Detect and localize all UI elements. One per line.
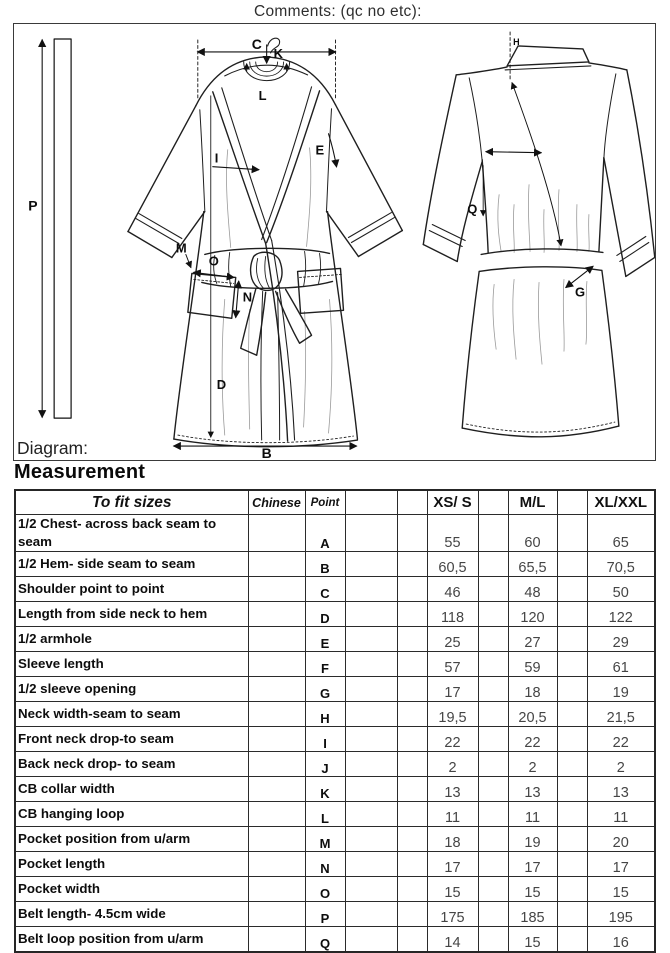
empty-cell: [397, 576, 427, 601]
chinese-cell: [248, 676, 305, 701]
table-row: [15, 751, 655, 776]
empty-cell: [557, 801, 587, 826]
empty-cell: [557, 551, 587, 576]
label-d: D: [216, 377, 227, 393]
point-letter-cell: F: [305, 651, 345, 676]
table-row: [15, 801, 655, 826]
chinese-cell: [248, 576, 305, 601]
empty-cell: [478, 851, 508, 876]
empty-cell: [557, 901, 587, 926]
measurement-name-cell: 1/2 armhole: [15, 626, 248, 651]
diagram-box: [13, 23, 656, 461]
empty-cell: [557, 701, 587, 726]
chinese-cell: [248, 901, 305, 926]
point-letter-cell: O: [305, 876, 345, 901]
empty-cell: [345, 851, 397, 876]
measurement-name-cell: Pocket width: [15, 876, 248, 901]
value-xs-s-cell: 55: [427, 515, 478, 552]
chinese-cell: [248, 776, 305, 801]
label-c: C: [251, 35, 262, 52]
measurement-name-cell: Belt length- 4.5cm wide: [15, 901, 248, 926]
empty-cell: [345, 776, 397, 801]
label-n: N: [242, 289, 253, 305]
value-xs-s-cell: 118: [427, 601, 478, 626]
value-xl-xxl-cell: 15: [587, 876, 655, 901]
value-m-l-cell: 20,5: [508, 701, 557, 726]
header-empty-cell: [345, 490, 397, 515]
point-letter-cell: C: [305, 576, 345, 601]
empty-cell: [397, 626, 427, 651]
empty-cell: [557, 676, 587, 701]
empty-cell: [397, 515, 427, 552]
empty-cell: [397, 701, 427, 726]
measurement-table-body: [15, 515, 655, 952]
value-xs-s-cell: 175: [427, 901, 478, 926]
point-letter-cell: N: [305, 851, 345, 876]
measurement-name-cell: CB hanging loop: [15, 801, 248, 826]
header-size-m-l: M/L: [508, 490, 557, 515]
empty-cell: [345, 701, 397, 726]
empty-cell: [478, 701, 508, 726]
point-letter-cell: A: [305, 515, 345, 552]
header-empty-cell: [397, 490, 427, 515]
point-letter-cell: I: [305, 726, 345, 751]
empty-cell: [345, 801, 397, 826]
value-xs-s-cell: 15: [427, 876, 478, 901]
empty-cell: [478, 576, 508, 601]
value-m-l-cell: 65,5: [508, 551, 557, 576]
value-xl-xxl-cell: 16: [587, 926, 655, 952]
value-xs-s-cell: 22: [427, 726, 478, 751]
point-letter-cell: K: [305, 776, 345, 801]
empty-cell: [397, 826, 427, 851]
chinese-cell: [248, 926, 305, 952]
chinese-cell: [248, 751, 305, 776]
measurement-name-cell: Belt loop position from u/arm: [15, 926, 248, 952]
measurement-name-cell: Pocket position from u/arm: [15, 826, 248, 851]
table-row: [15, 851, 655, 876]
label-o: O: [208, 253, 219, 269]
value-xl-xxl-cell: 50: [587, 576, 655, 601]
empty-cell: [345, 876, 397, 901]
value-xs-s-cell: 57: [427, 651, 478, 676]
empty-cell: [478, 601, 508, 626]
value-xs-s-cell: 19,5: [427, 701, 478, 726]
empty-cell: [478, 826, 508, 851]
table-row: [15, 576, 655, 601]
value-xl-xxl-cell: 22: [587, 726, 655, 751]
table-row: [15, 776, 655, 801]
empty-cell: [478, 901, 508, 926]
measurement-name-cell: 1/2 sleeve opening: [15, 676, 248, 701]
empty-cell: [478, 676, 508, 701]
empty-cell: [397, 676, 427, 701]
empty-cell: [478, 651, 508, 676]
label-l: L: [258, 87, 267, 103]
label-m: M: [175, 240, 187, 256]
empty-cell: [345, 651, 397, 676]
empty-cell: [557, 601, 587, 626]
label-p: P: [28, 197, 38, 214]
empty-cell: [478, 551, 508, 576]
chinese-cell: [248, 551, 305, 576]
measurement-name-cell: 1/2 Hem- side seam to seam: [15, 551, 248, 576]
header-size-xs-s: XS/ S: [427, 490, 478, 515]
empty-cell: [345, 926, 397, 952]
robe-technical-drawing: [14, 24, 655, 460]
chinese-cell: [248, 826, 305, 851]
value-xl-xxl-cell: 195: [587, 901, 655, 926]
point-letter-cell: G: [305, 676, 345, 701]
table-row: [15, 826, 655, 851]
empty-cell: [345, 826, 397, 851]
table-row: [15, 551, 655, 576]
point-letter-cell: D: [305, 601, 345, 626]
empty-cell: [345, 626, 397, 651]
empty-cell: [478, 626, 508, 651]
label-q: Q: [467, 201, 478, 217]
header-empty-cell: [478, 490, 508, 515]
empty-cell: [345, 576, 397, 601]
chinese-cell: [248, 726, 305, 751]
empty-cell: [397, 876, 427, 901]
empty-cell: [478, 926, 508, 952]
value-xl-xxl-cell: 70,5: [587, 551, 655, 576]
value-m-l-cell: 48: [508, 576, 557, 601]
empty-cell: [345, 551, 397, 576]
chinese-cell: [248, 876, 305, 901]
empty-cell: [397, 851, 427, 876]
value-xl-xxl-cell: 65: [587, 515, 655, 552]
empty-cell: [478, 751, 508, 776]
empty-cell: [397, 601, 427, 626]
empty-cell: [557, 926, 587, 952]
empty-cell: [397, 901, 427, 926]
label-g: G: [574, 284, 586, 300]
chinese-cell: [248, 626, 305, 651]
value-xs-s-cell: 13: [427, 776, 478, 801]
table-row: [15, 926, 655, 952]
value-xl-xxl-cell: 29: [587, 626, 655, 651]
measurement-name-cell: Neck width-seam to seam: [15, 701, 248, 726]
empty-cell: [397, 751, 427, 776]
value-xl-xxl-cell: 11: [587, 801, 655, 826]
point-letter-cell: J: [305, 751, 345, 776]
value-m-l-cell: 11: [508, 801, 557, 826]
table-row: [15, 901, 655, 926]
table-row: [15, 626, 655, 651]
empty-cell: [345, 726, 397, 751]
value-xs-s-cell: 17: [427, 851, 478, 876]
table-row: [15, 515, 655, 552]
point-letter-cell: E: [305, 626, 345, 651]
value-m-l-cell: 22: [508, 726, 557, 751]
value-xs-s-cell: 60,5: [427, 551, 478, 576]
measurement-name-cell: Back neck drop- to seam: [15, 751, 248, 776]
empty-cell: [345, 901, 397, 926]
empty-cell: [397, 776, 427, 801]
empty-cell: [478, 876, 508, 901]
empty-cell: [478, 801, 508, 826]
empty-cell: [397, 651, 427, 676]
value-m-l-cell: 17: [508, 851, 557, 876]
chinese-cell: [248, 701, 305, 726]
value-xs-s-cell: 18: [427, 826, 478, 851]
table-row: [15, 651, 655, 676]
empty-cell: [557, 626, 587, 651]
value-xl-xxl-cell: 21,5: [587, 701, 655, 726]
table-row: [15, 876, 655, 901]
back-view-drawing: [423, 46, 654, 437]
label-e: E: [315, 142, 325, 158]
value-m-l-cell: 15: [508, 876, 557, 901]
point-letter-cell: M: [305, 826, 345, 851]
measurement-heading: Measurement: [14, 461, 146, 483]
empty-cell: [557, 726, 587, 751]
value-m-l-cell: 18: [508, 676, 557, 701]
measurement-name-cell: Shoulder point to point: [15, 576, 248, 601]
measurement-name-cell: 1/2 Chest- across back seam to seam: [15, 515, 248, 552]
empty-cell: [345, 515, 397, 552]
empty-cell: [557, 876, 587, 901]
table-row: [15, 676, 655, 701]
value-xl-xxl-cell: 13: [587, 776, 655, 801]
value-xl-xxl-cell: 2: [587, 751, 655, 776]
empty-cell: [397, 551, 427, 576]
header-to-fit-sizes: To fit sizes: [15, 490, 248, 515]
empty-cell: [557, 515, 587, 552]
label-i: I: [214, 150, 219, 166]
value-xl-xxl-cell: 20: [587, 826, 655, 851]
value-m-l-cell: 120: [508, 601, 557, 626]
empty-cell: [397, 726, 427, 751]
header-point: Point: [305, 490, 345, 515]
empty-cell: [478, 776, 508, 801]
point-letter-cell: H: [305, 701, 345, 726]
point-letter-cell: L: [305, 801, 345, 826]
chinese-cell: [248, 651, 305, 676]
value-m-l-cell: 59: [508, 651, 557, 676]
header-size-xl-xxl: XL/XXL: [587, 490, 655, 515]
value-m-l-cell: 13: [508, 776, 557, 801]
empty-cell: [557, 576, 587, 601]
chinese-cell: [248, 601, 305, 626]
point-labels: [28, 36, 585, 460]
measurement-name-cell: Length from side neck to hem: [15, 601, 248, 626]
empty-cell: [397, 801, 427, 826]
point-letter-cell: P: [305, 901, 345, 926]
measurement-name-cell: Front neck drop-to seam: [15, 726, 248, 751]
label-k: K: [273, 45, 284, 61]
measurement-table: [14, 489, 656, 953]
value-m-l-cell: 60: [508, 515, 557, 552]
empty-cell: [397, 926, 427, 952]
value-xl-xxl-cell: 122: [587, 601, 655, 626]
value-xs-s-cell: 14: [427, 926, 478, 952]
value-xs-s-cell: 17: [427, 676, 478, 701]
point-letter-cell: Q: [305, 926, 345, 952]
value-m-l-cell: 185: [508, 901, 557, 926]
empty-cell: [557, 651, 587, 676]
value-m-l-cell: 27: [508, 626, 557, 651]
value-xl-xxl-cell: 17: [587, 851, 655, 876]
value-xs-s-cell: 2: [427, 751, 478, 776]
table-header-row: [15, 490, 655, 515]
label-h: H: [513, 36, 520, 47]
wrinkle-lines: [222, 148, 589, 435]
diagram-caption: Diagram:: [17, 438, 88, 458]
empty-cell: [345, 676, 397, 701]
empty-cell: [345, 751, 397, 776]
value-m-l-cell: 15: [508, 926, 557, 952]
value-xs-s-cell: 11: [427, 801, 478, 826]
empty-cell: [557, 826, 587, 851]
chinese-cell: [248, 851, 305, 876]
value-xl-xxl-cell: 19: [587, 676, 655, 701]
table-row: [15, 701, 655, 726]
empty-cell: [345, 601, 397, 626]
table-row: [15, 601, 655, 626]
comments-label: Comments: (qc no etc):: [254, 3, 422, 20]
value-m-l-cell: 2: [508, 751, 557, 776]
measurement-arrows: [42, 32, 593, 446]
empty-cell: [557, 751, 587, 776]
table-row: [15, 726, 655, 751]
value-xl-xxl-cell: 61: [587, 651, 655, 676]
point-letter-cell: B: [305, 551, 345, 576]
value-xs-s-cell: 25: [427, 626, 478, 651]
value-xs-s-cell: 46: [427, 576, 478, 601]
empty-cell: [478, 726, 508, 751]
header-empty-cell: [557, 490, 587, 515]
value-m-l-cell: 19: [508, 826, 557, 851]
measurement-name-cell: CB collar width: [15, 776, 248, 801]
chinese-cell: [248, 515, 305, 552]
measurement-name-cell: Sleeve length: [15, 651, 248, 676]
label-b: B: [261, 445, 272, 460]
header-chinese: Chinese: [248, 490, 305, 515]
empty-cell: [478, 515, 508, 552]
empty-cell: [557, 851, 587, 876]
chinese-cell: [248, 801, 305, 826]
empty-cell: [557, 776, 587, 801]
measurement-name-cell: Pocket length: [15, 851, 248, 876]
